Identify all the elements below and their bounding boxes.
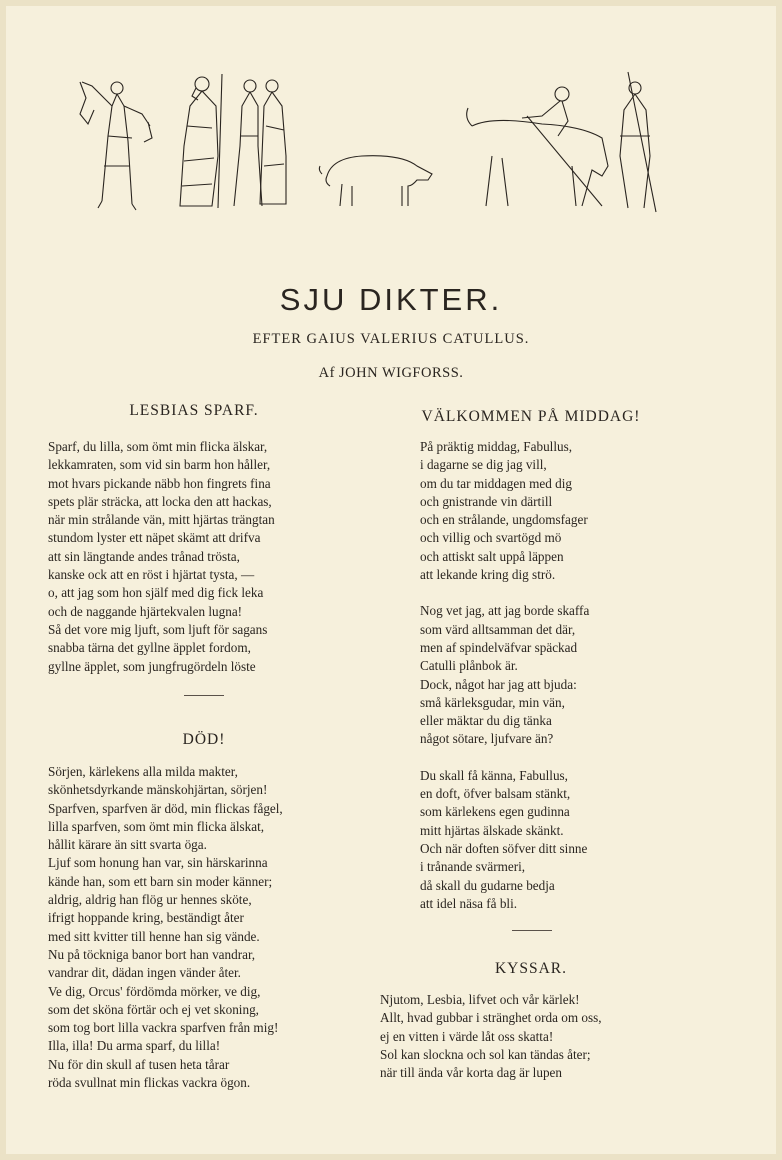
poem-line: Allt, hvad gubbar i stränghet orda om oss, xyxy=(380,1010,602,1026)
section-title-dod: DÖD! xyxy=(182,731,226,748)
poem-line: röda svullnat min flickas vackra ögon. xyxy=(48,1075,251,1091)
poem-line: något sötare, ljufvare än? xyxy=(420,731,554,747)
poem-line: Catulli plånbok är. xyxy=(420,658,518,674)
poem-line: och gnistrande vin därtill xyxy=(420,493,553,509)
poem-line: Sparfven, sparfven är död, min flickas fågel, xyxy=(48,800,283,816)
poem-line: men af spindelväfvar späckad xyxy=(420,639,578,655)
poem-lesbias-sparf xyxy=(48,438,275,676)
poem-line: i dagarne se dig jag vill, xyxy=(420,457,547,473)
stanza-gap xyxy=(420,749,589,758)
poem-line: mot hvars pickande näbb hon fingrets fina xyxy=(48,475,271,491)
stanza-gap xyxy=(420,593,589,602)
poem-line: ej en vitten i värde låt oss skatta! xyxy=(380,1028,554,1044)
poem-line: mitt hjärtas älskade skänkt. xyxy=(420,822,564,838)
poem-line: Ve dig, Orcus' fördömda mörker, ve dig, xyxy=(48,983,261,999)
poem-dod xyxy=(48,763,283,1092)
poem-line: lekkamraten, som vid sin barm hon håller, xyxy=(48,457,271,473)
poem-line: när till ända vår korta dag är lupen xyxy=(380,1065,562,1081)
figure-man-with-bull-icon xyxy=(467,87,608,206)
poem-line: kände han, som ett barn sin moder känner; xyxy=(48,873,273,889)
author-byline: Af JOHN WIGFORSS. xyxy=(318,365,464,381)
poem-line: Så det vore mig ljuft, som ljuft för sagans xyxy=(48,621,268,637)
figure-woman-draped-icon xyxy=(260,80,286,204)
poem-line: att lekande kring dig strö. xyxy=(420,567,556,583)
section-title-valkommen: VÄLKOMMEN PÅ MIDDAG! xyxy=(421,408,641,425)
poem-line: då skall du gudarne bedja xyxy=(420,877,555,893)
poem-line: Nu på töckniga banor bort han vandrar, xyxy=(48,946,256,962)
poem-line: Ljuf som honung han var, sin härskarinna xyxy=(48,855,268,871)
poem-line: när min strålande vän, mitt hjärtas trängtan xyxy=(48,512,275,528)
poem-line: om du tar middagen med dig xyxy=(420,475,572,491)
poem-line: Och när doften söfver ditt sinne xyxy=(420,840,588,856)
stanza-gap xyxy=(420,758,589,767)
poem-line: vandrar dit, dädan ingen vänder åter. xyxy=(48,965,241,981)
poem-line: På präktig middag, Fabullus, xyxy=(420,439,573,454)
page-title: SJU DIKTER. xyxy=(279,282,503,317)
pig-icon xyxy=(319,156,432,206)
poem-line: Njutom, Lesbia, lifvet och vår kärlek! xyxy=(380,992,580,1007)
poem-line: som tog bort lilla vackra sparfven från mig! xyxy=(48,1020,279,1036)
poem-line: o, att jag som hon själf med dig fick leka xyxy=(48,585,264,601)
poem-line: kanske ock att en röst i hjärtat tysta, — xyxy=(48,567,255,583)
section-divider xyxy=(512,930,552,931)
poem-line: en doft, öfver balsam stänkt, xyxy=(420,786,571,802)
poem-line: aldrig, aldrig han flög ur hennes sköte, xyxy=(48,892,252,908)
poem-line: i trånande svärmeri, xyxy=(420,859,526,875)
poem-line: Sol kan slockna och sol kan tändas åter; xyxy=(380,1046,591,1062)
poem-line: Du skall få känna, Fabullus, xyxy=(420,767,568,783)
section-title-lesbias-sparf: LESBIAS SPARF. xyxy=(129,402,259,419)
poem-line: stundom lyster ett näpet skämt att drifva xyxy=(48,530,261,546)
figure-young-man-icon xyxy=(234,80,262,206)
poem-line: Dock, något har jag att bjuda: xyxy=(420,676,577,692)
poem-line: Nu för din skull af tusen heta tårar xyxy=(48,1056,230,1072)
poem-line: som det sköna förtär och ej vet skoning, xyxy=(48,1001,259,1017)
poem-line: eller mäktar du dig tänka xyxy=(420,713,552,729)
poem-line: Sörjen, kärlekens alla milda makter, xyxy=(48,764,238,779)
figure-woman-with-hare-icon xyxy=(80,82,152,210)
poem-line: gyllne äpplet, som jungfrugördeln löste xyxy=(48,658,256,674)
poem-line: att sin längtande andes trånad trösta, xyxy=(48,548,240,564)
poem-line: med sitt kvitter till henne han sig vände. xyxy=(48,928,260,944)
poem-line: Nog vet jag, att jag borde skaffa xyxy=(420,603,590,619)
poem-line: hållit kärare än sitt svarta öga. xyxy=(48,837,207,853)
poem-line: som kärlekens egen gudinna xyxy=(420,804,570,820)
poem-line: att idel näsa få bli. xyxy=(420,895,518,911)
poem-line: Sparf, du lilla, som ömt min flicka älskar, xyxy=(48,439,268,454)
poem-valkommen xyxy=(420,438,589,913)
poem-line: och en strålande, ungdomsfager xyxy=(420,512,588,528)
poem-line: och attiskt salt uppå läppen xyxy=(420,548,564,564)
figure-man-with-spear-icon xyxy=(620,72,656,212)
poem-line: små kärleksgudar, min vän, xyxy=(420,694,565,710)
figure-bearded-man-with-staff-icon xyxy=(180,74,222,208)
poem-line: och de naggande hjärtekvalen lugna! xyxy=(48,603,243,619)
page-subtitle: EFTER GAIUS VALERIUS CATULLUS. xyxy=(252,331,530,347)
section-divider xyxy=(184,695,224,696)
poem-line: spets plär sträcka, att locka den att hackas, xyxy=(48,493,272,509)
poem-line: som värd alltsamman det där, xyxy=(420,621,576,637)
stanza-gap xyxy=(420,584,589,593)
poem-kyssar xyxy=(380,991,602,1082)
poem-line: ifrigt hoppande kring, beständigt åter xyxy=(48,910,244,926)
greek-frieze-illustration xyxy=(72,66,672,216)
poem-line: snabba tärna det gyllne äpplet fordom, xyxy=(48,640,251,656)
poem-line: och villig och svartögd mö xyxy=(420,530,562,546)
poem-line: lilla sparfven, som ömt min flicka älskat, xyxy=(48,818,265,834)
section-title-kyssar: KYSSAR. xyxy=(494,960,568,977)
poem-line: skönhetsdyrkande mänskohjärtan, sörjen! xyxy=(48,782,268,798)
poem-line: Illa, illa! Du arma sparf, du lilla! xyxy=(48,1038,221,1054)
